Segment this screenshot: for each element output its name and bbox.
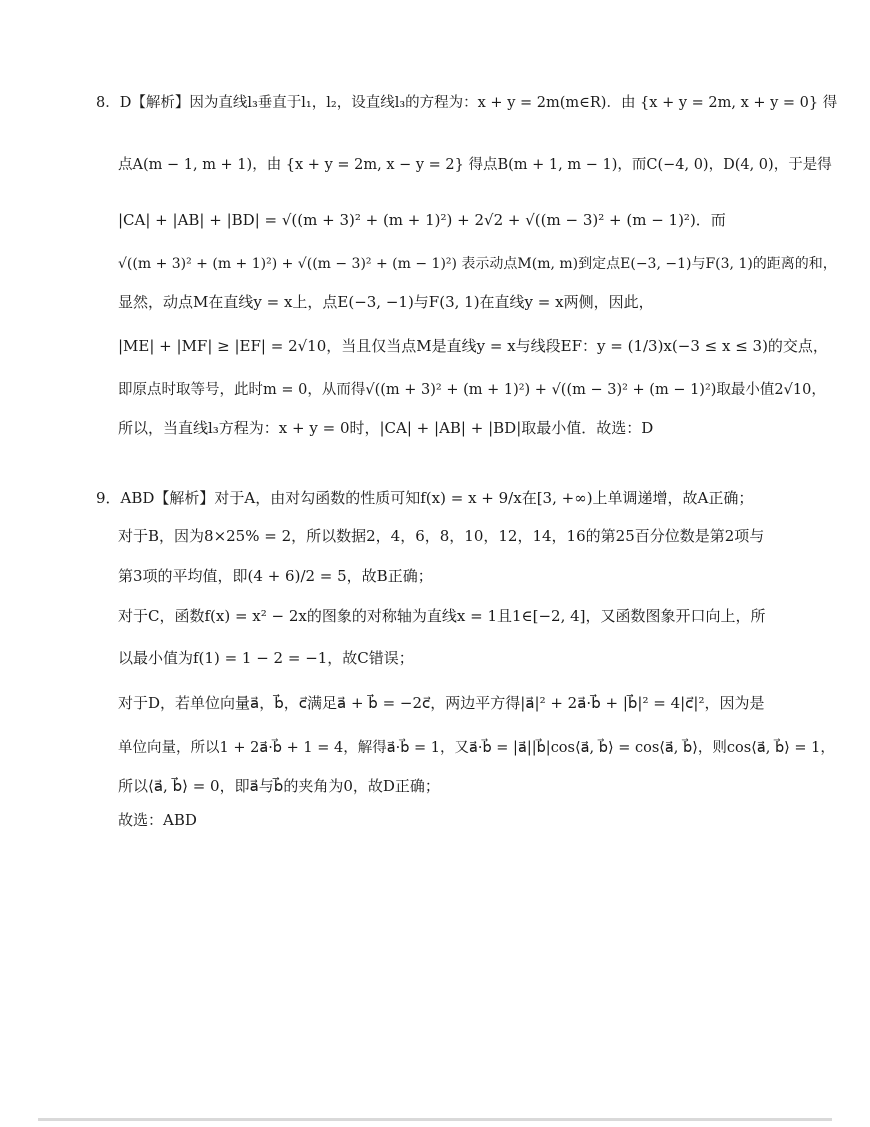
problem-8-line-6: |ME| + |MF| ≥ |EF| = 2√10，当且仅当点M是直线y = x与线段EF：y = (1/3)x(−3 ≤ x ≤ 3)的交点， — [118, 337, 828, 355]
problem-9-line-3: 第3项的平均值，即(4 + 6)/2 = 5，故B正确； — [118, 567, 433, 585]
bottom-divider — [38, 1118, 832, 1121]
problem-8-line-4: √((m + 3)² + (m + 1)²) + √((m − 3)² + (m − 1)²) 表示动点M(m, m)到定点E(−3, −1)与F(3, 1)的距离的和， — [118, 256, 837, 272]
problem-8-line-5: 显然，动点M在直线y = x上，点E(−3, −1)与F(3, 1)在直线y = x两侧，因此， — [118, 293, 654, 311]
problem-8-line-1: 8．D【解析】因为直线l₃垂直于l₁，l₂，设直线l₃的方程为：x + y = 2m(m∈R)．由 {x + y = 2m, x + y = 0} 得 — [96, 95, 838, 111]
problem-9-line-9: 故选：ABD — [118, 811, 197, 829]
problem-9-line-8: 所以⟨a⃗, b⃗⟩ = 0，即a⃗与b⃗的夹角为0，故D正确； — [118, 777, 440, 795]
problem-9-line-6: 对于D，若单位向量a⃗，b⃗，c⃗满足a⃗ + b⃗ = −2c⃗，两边平方得|a⃗|² + 2a⃗·b⃗ + |b⃗|² = 4|c⃗|²，因为是 — [118, 694, 765, 712]
problem-9-line-1: 9．ABD【解析】对于A，由对勾函数的性质可知f(x) = x + 9/x在[3, +∞)上单调递增，故A正确； — [96, 489, 754, 507]
problem-8-line-8: 所以，当直线l₃方程为：x + y = 0时，|CA| + |AB| + |BD|取最小值．故选：D — [118, 419, 654, 437]
problem-9-line-5: 以最小值为f(1) = 1 − 2 = −1，故C错误； — [118, 649, 414, 667]
problem-8-line-2: 点A(m − 1, m + 1)，由 {x + y = 2m, x − y = 2} 得点B(m + 1, m − 1)，而C(−4, 0)，D(4, 0)，于是得 — [118, 157, 832, 173]
problem-8-line-3: |CA| + |AB| + |BD| = √((m + 3)² + (m + 1)²) + 2√2 + √((m − 3)² + (m − 1)²)．而 — [118, 211, 726, 229]
problem-8-line-7: 即原点时取等号，此时m = 0，从而得√((m + 3)² + (m + 1)²) + √((m − 3)² + (m − 1)²)取最小值2√10， — [118, 382, 826, 398]
problem-9-line-4: 对于C，函数f(x) = x² − 2x的图象的对称轴为直线x = 1且1∈[−2, 4]，又函数图象开口向上，所 — [118, 607, 766, 625]
problem-9-line-7: 单位向量，所以1 + 2a⃗·b⃗ + 1 = 4，解得a⃗·b⃗ = 1，又a⃗·b⃗ = |a⃗||b⃗|cos⟨a⃗, b⃗⟩ = cos⟨a⃗, b⃗⟩，则cos⟨a⃗, b⃗⟩ = 1， — [118, 740, 835, 756]
problem-9-line-2: 对于B，因为8×25% = 2，所以数据2，4，6，8，10，12，14，16的第25百分位数是第2项与 — [118, 527, 765, 545]
